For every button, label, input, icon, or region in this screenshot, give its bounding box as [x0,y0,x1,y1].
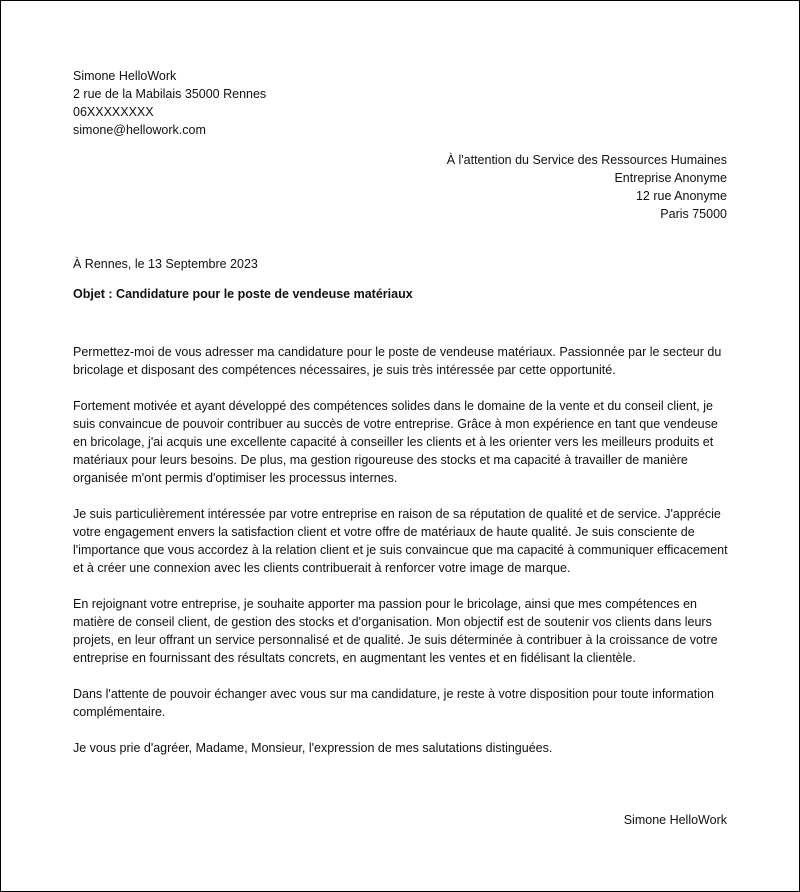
sender-email: simone@hellowork.com [73,123,206,137]
body-paragraph: Permettez-moi de vous adresser ma candidature pour le poste de vendeuse matériaux. Passionnée par le secteur du bricolage et disposant des compétences nécessaires, je suis très intéressée par cette opportunité. [73,345,722,377]
recipient-street: 12 rue Anonyme [635,189,727,203]
closing-paragraph: Je vous prie d'agréer, Madame, Monsieur, l'expression de mes salutations distinguées. [73,741,553,755]
body-paragraph: Fortement motivée et ayant développé des compétences solides dans le domaine de la vente et du conseil client, je suis convaincue de pouvoir contribuer au succès de votre entreprise. Grâce à mon expérience en tant que vendeuse en bricolage, j'ai acquis une excellente capacité à conseiller les clients et à les orienter vers les meilleurs produits et matériaux pour leurs besoins. De plus, ma gestion rigoureuse des stocks et ma capacité à travailler de manière organisée m'ont permis d'optimiser les processus internes. [73,399,718,485]
signature: Simone HelloWork [623,813,727,827]
recipient-company: Entreprise Anonyme [614,171,727,185]
body-paragraph: En rejoignant votre entreprise, je souhaite apporter ma passion pour le bricolage, ainsi que mes compétences en matière de conseil client, de gestion des stocks et d'organisation. Mon objectif est de soutenir vos clients dans leurs projets, en leur offrant un service personnalisé et de qualité. Je suis déterminée à contribuer à la croissance de votre entreprise en fournissant des résultats concrets, en augmentant les ventes et en fidélisant la clientèle. [73,597,718,665]
sender-address: 2 rue de la Mabilais 35000 Rennes [73,87,267,101]
body-paragraph: Dans l'attente de pouvoir échanger avec vous sur ma candidature, je reste à votre disposition pour toute information complémentaire. [73,687,714,719]
sender-block [73,67,473,139]
body-paragraph: Je suis particulièrement intéressée par votre entreprise en raison de sa réputation de qualité et de service. J'apprécie votre engagement envers la satisfaction client et votre offre de matériaux de haute qualité. Je suis consciente de l'importance que vous accordez à la relation client et je suis convaincue que ma capacité à communiquer efficacement et à créer une connexion avec les clients contribuerait à renforcer votre image de marque. [73,507,728,575]
subject-line: Objet : Candidature pour le poste de vendeuse matériaux [73,287,413,301]
recipient-attention: À l'attention du Service des Ressources Humaines [446,153,727,167]
recipient-block [307,151,727,223]
recipient-city: Paris 75000 [660,207,727,221]
letter-body [73,343,729,775]
sender-phone: 06XXXXXXXX [73,105,154,119]
sender-name: Simone HelloWork [73,69,177,83]
date-line: À Rennes, le 13 Septembre 2023 [73,257,258,271]
